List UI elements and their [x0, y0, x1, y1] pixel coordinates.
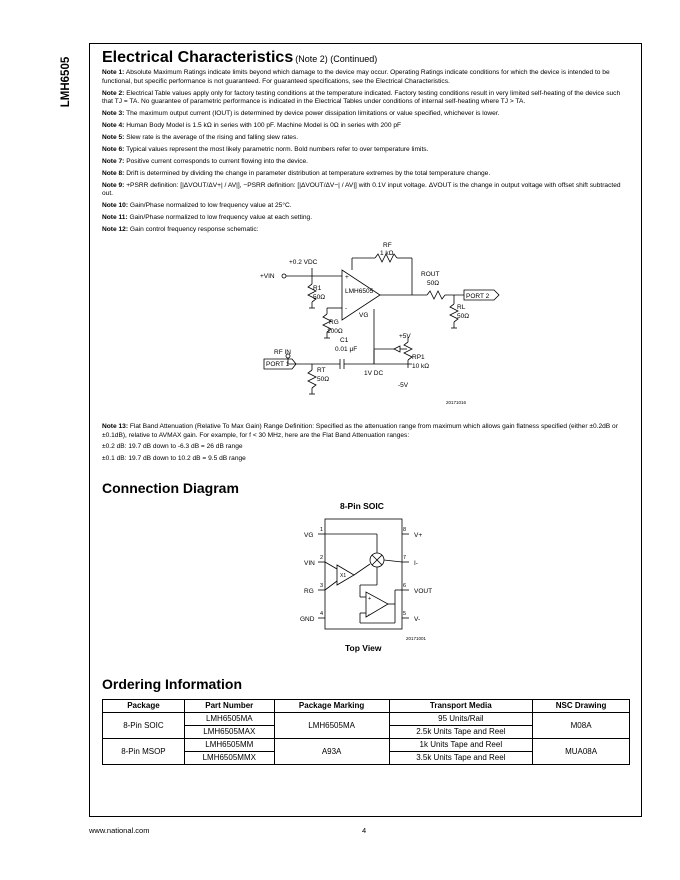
pin-number-left: 4 — [320, 611, 324, 617]
note-text: Slew rate is the average of the rising and falling slew rates. — [126, 133, 299, 141]
note-label: Note 4: — [102, 122, 125, 130]
note-label: Note 3: — [102, 110, 125, 118]
marking-cell: A93A — [274, 739, 389, 765]
v1dc-label: 1V DC — [364, 369, 384, 377]
diagram-code: 20171001 — [406, 636, 427, 641]
note-text: The maximum output current (IOUT) is determined by device power dissipation limitations or value specified, whichever is lower. — [126, 110, 500, 118]
pin-number-left: 2 — [320, 555, 324, 561]
pin-name-right: I- — [414, 560, 418, 567]
note-text: Typical values represent the most likely parametric norm. Bold numbers refer to over temperature limits. — [126, 145, 429, 153]
part-cell: LMH6505MAX — [184, 726, 274, 739]
r1-label: R1 — [313, 284, 322, 292]
port2-label: PORT 2 — [466, 292, 490, 300]
note-6 — [102, 146, 630, 155]
part-cell: LMH6505MMX — [184, 752, 274, 765]
vdc-label: +0.2 VDC — [289, 258, 318, 266]
connection-diagram-heading: Connection Diagram — [102, 480, 239, 496]
c1-value: 0.01 μF — [335, 345, 358, 353]
connection-diagram — [290, 497, 440, 657]
note-text: Gain/Phase normalized to low frequency value at 25°C. — [129, 202, 292, 210]
buffer-label: X1 — [340, 573, 347, 579]
note-label: Note 5: — [102, 133, 125, 141]
note-4 — [102, 122, 630, 131]
opamp-plus: + — [368, 596, 372, 602]
rp1-value: 10 kΩ — [412, 362, 430, 370]
ordering-table — [102, 699, 630, 765]
opamp-plus: + — [345, 273, 349, 281]
note-8 — [102, 170, 630, 179]
part-cell: LMH6505MA — [184, 713, 274, 726]
note-3 — [102, 110, 630, 119]
pin-number-right: 7 — [403, 555, 407, 561]
note-label: Note 8: — [102, 169, 125, 177]
col-header: Transport Media — [389, 700, 533, 713]
note-label: Note 1: — [102, 69, 125, 76]
package-label: 8-Pin SOIC — [340, 501, 384, 511]
note-text: Electrical Table values apply only for factory testing conditions at the temperature indicated. Factory testing conditions result in very limited self-heating of the device such that TJ = TA. No guarantee of parametric performance is indicated in the Electrical Tables under conditions of internal self-heating where TJ > TA. — [102, 89, 621, 106]
section-title-text: Electrical Characteristics — [102, 49, 294, 66]
package-cell: 8-Pin SOIC — [103, 713, 185, 739]
section-title — [102, 48, 630, 69]
media-cell: 3.5k Units Tape and Reel — [389, 752, 533, 765]
note-13-block — [102, 423, 630, 464]
drawing-cell: MUA08A — [533, 739, 630, 765]
rg-value: 100Ω — [327, 327, 343, 335]
opamp-name: LMH6505 — [345, 287, 374, 295]
footer-website[interactable]: www.national.com — [89, 826, 150, 835]
drawing-cell: M08A — [533, 713, 630, 739]
pin-name-left: RG — [304, 588, 314, 595]
note-label: Note 10: — [102, 202, 129, 210]
pin-number-left: 1 — [320, 527, 324, 533]
main-content — [102, 48, 630, 467]
rf-value: 1 kΩ — [380, 249, 394, 257]
pin-name-left: GND — [300, 616, 315, 623]
media-cell: 1k Units Tape and Reel — [389, 739, 533, 752]
note-text: Flat Band Attenuation (Relative To Max Gain) Range Definition: Specified as the attenuation range from maximum which allows gain flatness specified (either ±0.2dB or ±0.1dB), relative to AVMAX gain. For example, for f < 30 MHz, here are the Flat Band Attenuation ranges: — [102, 422, 618, 439]
col-header: Package Marking — [274, 700, 389, 713]
note-text: Absolute Maximum Ratings indicate limits beyond which damage to the device may occur. Operating Ratings indicate conditions for which the device is intended to be functional, but specific performance is not guaranteed. For guaranteed specifications, see the Electrical Characteristics. — [102, 69, 610, 85]
note-1 — [102, 69, 630, 86]
note-text: Drift is determined by dividing the change in parameter distribution at temperature extremes by the total temperature change. — [126, 169, 491, 177]
table-row — [103, 739, 630, 752]
part-cell: LMH6505MM — [184, 739, 274, 752]
rfin-label: RF IN — [274, 348, 291, 356]
pin-name-right: V+ — [414, 532, 423, 539]
vin-terminal — [282, 274, 286, 278]
r1-value: 50Ω — [313, 293, 326, 301]
ordering-heading: Ordering Information — [102, 676, 242, 692]
package-cell: 8-Pin MSOP — [103, 739, 185, 765]
note-11 — [102, 214, 630, 223]
c1-label: C1 — [340, 336, 349, 344]
vin-label: +VIN — [260, 272, 275, 280]
note-label: Note 9: — [102, 181, 125, 189]
marking-cell: LMH6505MA — [274, 713, 389, 739]
p5v-label: +5V — [399, 332, 411, 340]
note-label: Note 11: — [102, 214, 128, 222]
range-item: ±0.1 dB: 19.7 dB down to 10.2 dB = 9.5 dB range — [102, 455, 246, 463]
rl-label: RL — [457, 303, 466, 311]
note-label: Note 6: — [102, 145, 125, 153]
rout-label: ROUT — [421, 270, 440, 278]
pin-name-left: VIN — [304, 560, 315, 567]
section-title-suffix: (Note 2) (Continued) — [295, 54, 378, 64]
note-text: Gain control frequency response schematic: — [129, 225, 259, 233]
note-label: Note 13: — [102, 422, 129, 430]
note-13 — [102, 423, 630, 440]
rt-label: RT — [317, 366, 326, 374]
port1-label: PORT 1 — [266, 360, 290, 368]
footer-page-number: 4 — [362, 826, 367, 835]
rg-label: RG — [329, 318, 339, 326]
note-label: Note 12: — [102, 225, 129, 233]
note-2 — [102, 90, 630, 107]
pin-number-right: 8 — [403, 527, 407, 533]
note-text: Positive current corresponds to current flowing into the device. — [126, 157, 308, 165]
opamp-minus: - — [345, 304, 348, 312]
note-9 — [102, 182, 630, 199]
note-label: Note 7: — [102, 157, 125, 165]
note-10 — [102, 202, 630, 211]
top-view-label: Top View — [345, 643, 382, 653]
pin-number-right: 6 — [403, 583, 407, 589]
note-text: Human Body Model is 1.5 kΩ in series with 100 pF. Machine Model is 0Ω in series with 200 pF — [126, 122, 402, 130]
side-part-label — [58, 40, 74, 130]
rl-value: 50Ω — [457, 312, 470, 320]
col-header: Package — [103, 700, 185, 713]
notes-list — [102, 69, 630, 235]
media-cell: 95 Units/Rail — [389, 713, 533, 726]
pin-number-right: 5 — [403, 611, 407, 617]
ic-body — [325, 519, 402, 629]
rf-label: RF — [383, 241, 392, 249]
rout-value: 50Ω — [427, 279, 440, 287]
pin-name-right: VOUT — [414, 588, 433, 595]
vg-label: VG — [359, 311, 369, 319]
pin-number-left: 3 — [320, 583, 324, 589]
note-7 — [102, 158, 630, 167]
side-part-label-text: LMH6505 — [60, 56, 72, 108]
gain-control-schematic — [102, 238, 630, 418]
pin-name-left: VG — [304, 532, 314, 539]
note-text: +PSRR definition: [|ΔVOUT/ΔV+| / AV|], −PSRR definition: [|ΔVOUT/ΔV−| / AV|] with 0.1V input voltage. ΔVOUT is the change in output voltage with offset shift subtracted out. — [102, 181, 621, 198]
col-header: NSC Drawing — [533, 700, 630, 713]
note-12 — [102, 226, 630, 235]
schematic-code: 20171016 — [446, 399, 467, 405]
note-label: Note 2: — [102, 89, 125, 97]
pin-name-right: V- — [414, 616, 421, 623]
note-text: Gain/Phase normalized to low frequency value at each setting. — [129, 214, 313, 222]
range-item: ±0.2 dB: 19.7 dB down to -6.3 dB = 26 dB range — [102, 443, 243, 451]
col-header: Part Number — [184, 700, 274, 713]
m5v-label: -5V — [398, 381, 409, 389]
note-5 — [102, 134, 630, 143]
opamp-minus: - — [368, 612, 370, 618]
media-cell: 2.5k Units Tape and Reel — [389, 726, 533, 739]
rp1-label: RP1 — [412, 353, 425, 361]
table-header-row — [103, 700, 630, 713]
rt-value: 50Ω — [317, 375, 330, 383]
table-row — [103, 713, 630, 726]
